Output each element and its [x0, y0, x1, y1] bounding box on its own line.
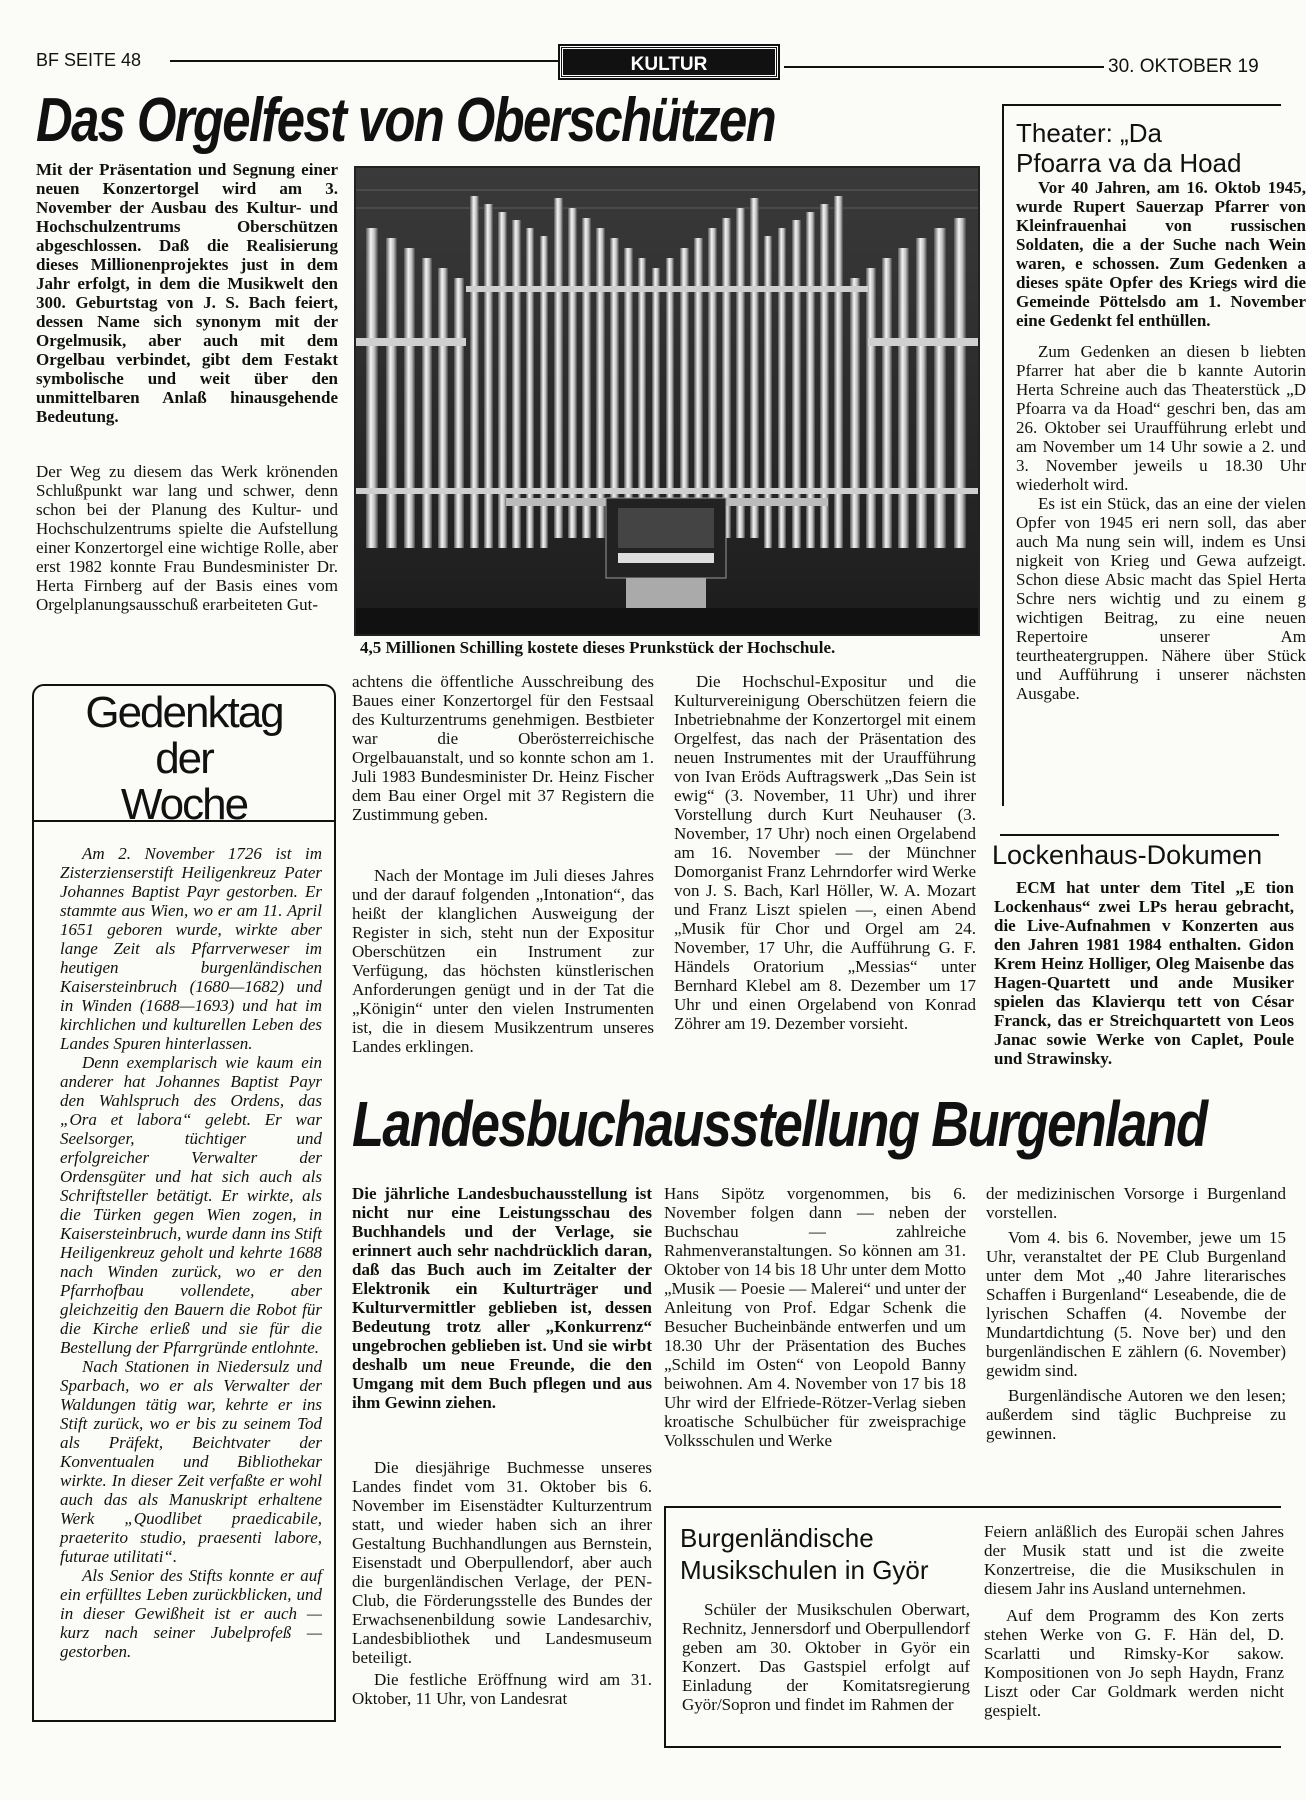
- theater-title-2: Pfoarra va da Hoad: [1016, 148, 1242, 178]
- header-rule-left: [170, 60, 560, 62]
- musik-title-2: Musikschulen in Györ: [680, 1555, 929, 1585]
- theater-p2: Es ist ein Stück, das an eine der vielen Opfer von 1945 eri nern soll, das aber auch Ma nung sein will, indem es Unsi nigkeit von Krieg und Gewa aufzeigt. Schon diese Absic macht das Spiel Herta Schre ners wichtig und zu einem g wichtigen Beitrag, zu eine neuen Repertoire unserer Am teurtheatergruppen. Nähere über Stück und Aufführung i unserer nächsten Ausgabe.: [1016, 494, 1306, 703]
- buch-col3-p2: Vom 4. bis 6. November, jewe um 15 Uhr, veranstaltet der PE Club Burgenland unter dem Mot „40 Jahre literarisches Schaffen i Burgenland“ Leseabende, die de lyrischen Schaffen (4. Novembe der Mundartdichtung (5. Nove ber) und den burgenländischen E zählern (6. November) gewidm sind.: [986, 1228, 1286, 1380]
- organ-image: [356, 168, 978, 634]
- orgel-col2-p1: achtens die öffentliche Ausschreibung des Baues einer Konzertorgel für den Festsaal des Kulturzentrums genehmigen. Bestbieter war die Oberösterreichische Orgelbauanstalt, und so konnte schon am 1. Juli 1983 Bundesminister Dr. Heinz Fischer dem Bau einer Orgel mit 37 Registern die Zustimmung geben.: [352, 672, 654, 824]
- lockenhaus-title: Lockenhaus-Dokumen: [992, 840, 1263, 870]
- musik-col2-p1: Feiern anläßlich des Europäi schen Jahres der Musik statt und ist die zweite Konzertreise, die die Musikschulen in diesem Jahr ins Ausland unternehmen.: [984, 1522, 1284, 1598]
- organ-photo: [354, 166, 980, 636]
- buch-p2: Die festliche Eröffnung wird am 31. Oktober, 11 Uhr, von Landesrat: [352, 1670, 652, 1708]
- musik-col2-p2: Auf dem Programm des Kon zerts stehen Werke von G. F. Hän del, D. Scarlatti und Rimsky-Kor sakow. Kompositionen von Jo seph Haydn, Franz Liszt oder Car Goldmark werden nicht gespielt.: [984, 1606, 1284, 1720]
- orgel-body-1: Der Weg zu diesem das Werk krönenden Schlußpunkt war lang und schwer, denn schon bei der Planung des Kultur- und Hochschulzentrums spielte die Aufstellung einer Konzertorgel eine wichtige Rolle, aber erst 1982 konnte Frau Bundesminister Dr. Herta Firnberg auf der Basis eines vom Orgelplanungsausschuß erarbeiteten Gut-: [36, 462, 338, 614]
- gedenktag-title-3: Woche: [120, 780, 248, 829]
- page-number: BF SEITE 48: [36, 50, 142, 70]
- musik-box: [664, 1506, 1284, 1748]
- gedenktag-p4: Als Senior des Stifts konnte er auf ein erfülltes Leben zurückblicken, und in dieser Gewißheit ist er auch — kurz nach seiner Jubelprofeß — gestorben.: [60, 1566, 322, 1661]
- orgel-col2-p2: Nach der Montage im Juli dieses Jahres und der darauf folgenden „Intonation“, das heißt der klanglichen Ausweigung der Register in sich, steht nun der Expositur Oberschützen ein Instrument zur Verfügung, das höchsten künstlerischen Anforderungen genügt und in der Tat die „Königin“ unter den vielen Instrumenten ist, die in diesem Musikzentrum unseres Landes erklingen.: [352, 866, 654, 1056]
- musik-title-1: Burgenländische: [680, 1523, 874, 1553]
- musik-col1: Schüler der Musikschulen Oberwart, Rechnitz, Jennersdorf und Oberpullendorf geben am 30. Oktober in Györ ein Konzert. Das Gastspiel erfolgt auf Einladung der Komitatsregierung Györ/Sopron und findet im Rahmen der: [682, 1600, 970, 1714]
- gedenktag-body-box: [32, 820, 336, 1722]
- orgel-headline: Das Orgelfest von Oberschützen: [36, 86, 776, 155]
- issue-date: 30. OKTOBER 19: [1108, 56, 1259, 77]
- lockenhaus-body: ECM hat unter dem Titel „E tion Lockenhaus“ zwei LPs herau gebracht, die Live-Aufnahmen v Konzerten aus den Jahren 1981 1984 enthalten. Gidon Krem Heinz Holliger, Oleg Maisenbe das Hagen-Quartett und ande Musiker spielen das Klavierqu tett von César Franck, das er Streichquartett von Leos Janac sowie Werke von Caplet, Poule und Strawinsky.: [994, 878, 1294, 1068]
- theater-p1: Zum Gedenken an diesen b liebten Pfarrer hat aber die b kannte Autorin Herta Schreine auch das Theaterstück „D Pfoarra va da Hoad“ geschri ben, das am 26. Oktober sei Uraufführung erlebt und am November um 14 Uhr sowie a 2. und 3. November jeweils u 18.30 Uhr wiederholt wird.: [1016, 342, 1306, 494]
- photo-caption: 4,5 Millionen Schilling kostete dieses Prunkstück der Hochschule.: [360, 638, 836, 657]
- header-rule-right: [784, 66, 1104, 68]
- gedenktag-p1: Am 2. November 1726 ist im Zisterzienserstift Heiligenkreuz Pater Johannes Baptist Payr gestorben. Er stammte aus Wien, wo er am 11. April 1651 geboren wurde, wirkte aber lange Zeit als Pfarrverweser im heutigen burgenländischen Kaisersteinbruch (1680—1682) und in Winden (1688—1693) und hat im kirchlichen und kulturellen Leben des Landes Spuren hinterlassen.: [60, 844, 322, 1053]
- buch-col3-p3: Burgenländische Autoren we den lesen; außerdem sind täglic Buchpreise zu gewinnen.: [986, 1386, 1286, 1443]
- orgel-lead: Mit der Präsentation und Segnung einer neuen Konzertorgel wird am 3. November der Ausbau des Kultur- und Hochschulzentrums Oberschützen abgeschlossen. Daß die Realisierung dieses Millionenprojektes just in dem Jahr erfolgt, in dem die Musikwelt den 300. Geburtstag von J. S. Bach feiert, dessen Name sich synonym mit der Orgelmusik, aber auch mit dem Orgelbau verbindet, gibt dem Festakt symbolische und weit über den unmittelbaren Anlaß hinausgehende Bedeutung.: [36, 160, 338, 426]
- gedenktag-p3: Nach Stationen in Niedersulz und Sparbach, wo er als Verwalter der Waldungen tätig war, kehrte er ins Stift zurück, wo er bis zu seinem Tod als Präfekt, Beichtvater der Konventualen und Bibliothekar wirkte. In dieser Zeit verfaßte er wohl auch das als Manuskript erhaltene Werk „Quodlibet praedicabile, praeterito studio, praesenti labore, futurae utilitati“.: [60, 1357, 322, 1566]
- buch-p1: Die diesjährige Buchmesse unseres Landes findet vom 31. Oktober bis 6. November im Eisenstädter Kulturzentrum statt, und wieder haben sich an ihrer Gestaltung Buchhandlungen aus Bernstein, Eisenstadt und Oberpullendorf, aber auch die burgenländischen Verlage, der PEN-Club, die Förderungsstelle des Bundes der Erwachsenenbildung sowie Landesarchiv, Landesbibliothek und Landesmuseum beteiligt.: [352, 1458, 652, 1667]
- orgel-col3-p1: Die Hochschul-Expositur und die Kulturvereinigung Oberschützen feiern die Inbetriebnahme der Konzertorgel mit einem Orgelfest, das nach der Präsentation des neuen Instrumentes mit der Uraufführung von Ivan Eröds Auftragswerk „Das Sein ist ewig“ (3. November, 11 Uhr) und ihrer Vorstellung durch Kurt Neuhauser (3. November, 17 Uhr) noch einen Orgelabend am 16. November — der Münchner Domorganist Franz Lehrndorfer wird Werke von J. S. Bach, Karl Höller, W. A. Mozart und Franz Liszt spielen —, einen Abend „Musik für Chor und Orgel am 24. November, 17 Uhr, die Aufführung G. F. Händels Oratorium „Messias“ unter Bernhard Klebel am 8. Dezember um 17 Uhr und einen Orgelabend von Konrad Zöhrer am 19. Dezember vorsieht.: [674, 672, 976, 1033]
- buch-headline: Landesbuchausstellung Burgenland: [352, 1088, 1207, 1160]
- gedenktag-title-2: der: [155, 734, 213, 783]
- gedenktag-p2: Denn exemplarisch wie kaum ein anderer hat Johannes Baptist Payr den Wahlspruch des Ordens, das „Ora et labora“ gelebt. Er war Seelsorger, tüchtiger und erfolgreicher Verwalter der Ordensgüter und hat sich auch als Schriftsteller betätigt. Er wirkte, als die Türken gegen Wien zogen, in Kaisersteinbruch, wurde dann ins Stift Heiligenkreuz geholt und kehrte 1688 nach Winden zurück, wo er den Pfarrhofbau vollendete, aber gleichzeitig den Bauern die Robot für die Kirche erließ und sie für die Bestellung der Pfarrgründe entlohnte.: [60, 1053, 322, 1357]
- buch-lead: Die jährliche Landesbuchausstellung ist nicht nur eine Leistungsschau des Buchhandels und der Verlage, sie erinnert auch sehr nachdrücklich daran, daß das Buch auch im Zeitalter der Elektronik ein Kulturträger und Kulturvermittler geblieben ist, dessen Bedeutung trotz aller „Konkurrenz“ ungebrochen geblieben ist. Und sie wirbt deshalb um neue Freunde, die den Umgang mit dem Buch pflegen und aus ihm Gewinn ziehen.: [352, 1184, 652, 1412]
- buch-col2: Hans Sipötz vorgenommen, bis 6. November folgen dann — neben der Buchschau — zahlreiche Rahmenveranstaltungen. So können am 31. Oktober von 14 bis 18 Uhr unter dem Motto „Musik — Poesie — Malerei“ und unter der Anleitung von Prof. Edgar Schenk die Besucher Bucheinbände entwerfen und um 18.30 Uhr der Präsentation des Buches „Schild im Osten“ von Leopold Banny beiwohnen. Am 4. November von 17 bis 18 Uhr wird der Elfriede-Rötzer-Verlag sieben kroatische Schulbücher für zweisprachige Volksschulen und Werke: [664, 1184, 966, 1450]
- gedenktag-title-box: [32, 684, 336, 829]
- buch-col3-p1: der medizinischen Vorsorge i Burgenland vorstellen.: [986, 1184, 1286, 1222]
- theater-box: [1002, 104, 1306, 806]
- theater-title-1: Theater: „Da: [1016, 118, 1162, 148]
- lockenhaus-rule: [1000, 834, 1279, 836]
- gedenktag-title-1: Gedenktag: [85, 688, 283, 737]
- section-label: KULTUR: [560, 46, 778, 78]
- theater-lead: Vor 40 Jahren, am 16. Oktob 1945, wurde Rupert Sauerzap Pfarrer von Kleinfrauenhai von russischen Soldaten, die a der Suche nach Wein waren, e schossen. Zum Gedenken a dieses späte Opfer des Kriegs wird die Gemeinde Pöttelsdo am 1. November eine Gedenkt fel enthüllen.: [1016, 178, 1306, 330]
